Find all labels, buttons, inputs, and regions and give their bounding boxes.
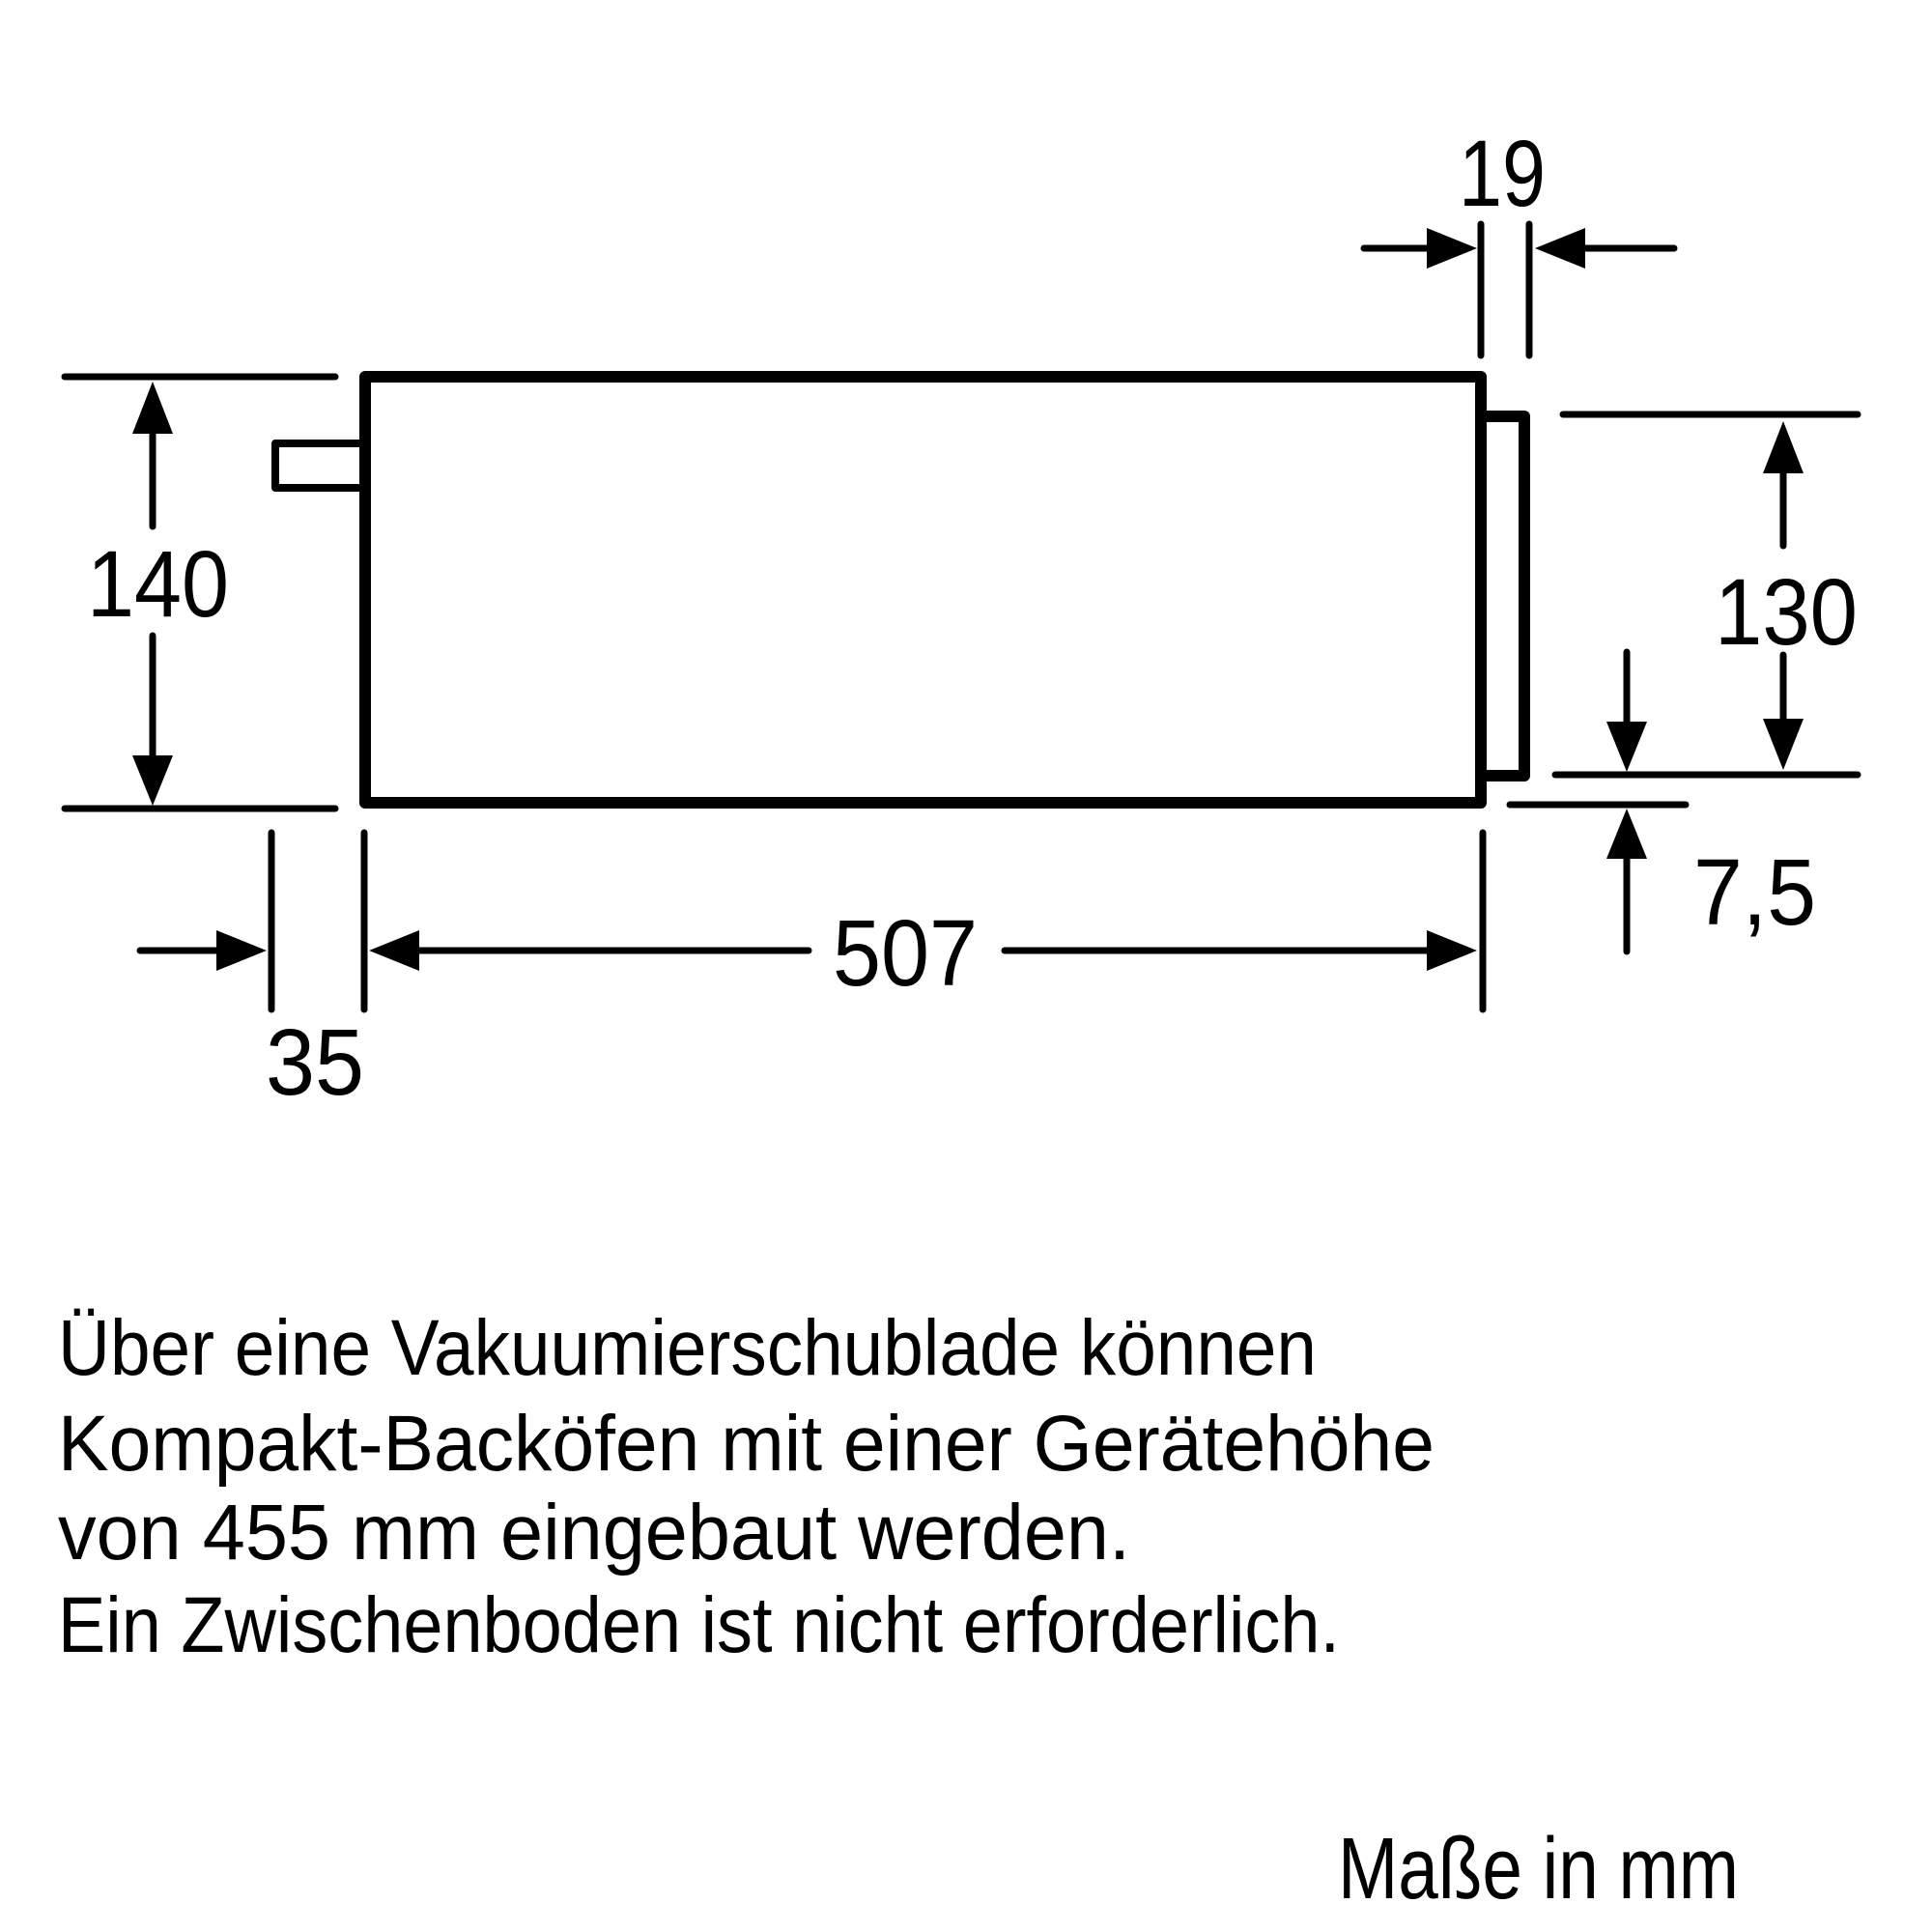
dim-507-arrowhead-left: [369, 930, 419, 971]
dim-140-arrowhead-up: [132, 382, 173, 434]
dim-7-5-arrowhead-up: [1606, 809, 1647, 859]
caption-line-4: Ein Zwischenboden ist nicht erforderlich.: [58, 1581, 1340, 1669]
appliance-body-outline: [365, 377, 1481, 803]
caption-line-3: von 455 mm eingebaut werden.: [58, 1489, 1130, 1577]
dim-507-arrowhead-right: [1427, 930, 1477, 971]
dim-19-arrowhead-right: [1535, 228, 1585, 269]
dim-507-35: [140, 833, 1483, 1115]
dim-507-label: 507: [833, 900, 978, 1006]
dim-130-arrowhead-up: [1763, 421, 1804, 473]
dim-130: [1555, 414, 1858, 775]
appliance-outline: [275, 377, 1524, 803]
dim-140-label: 140: [87, 531, 229, 637]
dim-19-arrowhead-left: [1427, 228, 1477, 269]
dim-130-arrowhead-down: [1763, 719, 1804, 770]
dim-7-5: [1510, 652, 1816, 952]
caption-block: [58, 1304, 1435, 1669]
rear-plug-outline: [275, 443, 365, 488]
dim-35-label: 35: [266, 1009, 364, 1115]
units-note: Maße in mm: [1338, 1821, 1739, 1918]
dim-19-label: 19: [1459, 121, 1546, 226]
dim-130-label: 130: [1715, 559, 1858, 665]
dim-35-arrowhead-left: [216, 930, 267, 971]
dim-7-5-arrowhead-down: [1606, 722, 1647, 772]
dim-140-arrowhead-down: [132, 755, 173, 806]
dim-7-5-label: 7,5: [1693, 839, 1816, 945]
caption-line-2: Kompakt-Backöfen mit einer Gerätehöhe: [58, 1400, 1435, 1488]
caption-line-1: Über eine Vakuumierschublade können: [58, 1304, 1317, 1392]
front-panel-outline: [1481, 416, 1524, 776]
dim-19: [1364, 121, 1674, 355]
